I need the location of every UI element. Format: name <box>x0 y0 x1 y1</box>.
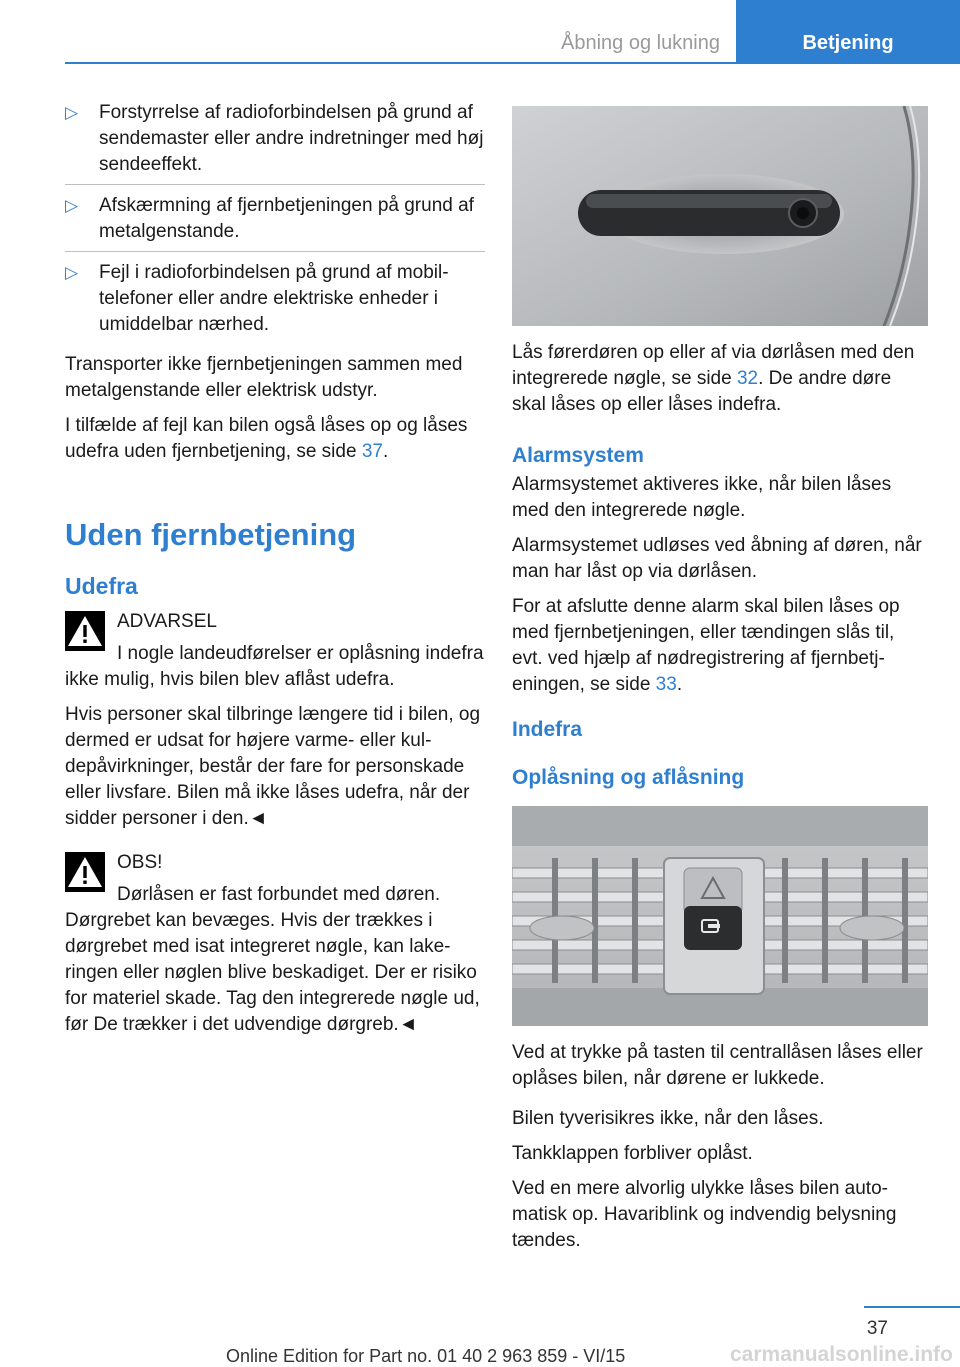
subsection-heading-udefra: Udefra <box>65 573 138 599</box>
interference-list <box>65 100 485 344</box>
notice-triangle-icon <box>65 852 105 892</box>
door-handle-image <box>512 106 928 326</box>
page-header <box>65 0 960 64</box>
list-item: ▷ Forstyrrelse af radioforbindelsen på grund af sendemaster eller andre indretninger med høj sendeeffekt. <box>65 100 485 185</box>
door-lock-caption: Lås førerdøren op eller af via dørlåsen med den integrerede nøgle, se side 32. De andre døre skal låses op eller låses indefra. <box>512 342 915 415</box>
footer-rule <box>864 1306 960 1308</box>
chapter-tab: Betjening <box>736 0 960 62</box>
paragraph-theft: Bilen tyverisikres ikke, når den låses. <box>512 1108 824 1129</box>
subsection-heading-indefra: Indefra <box>512 718 583 741</box>
notice-text: Dørlåsen er fast forbundet med døren. Dørgrebet kan bevæges. Hvis der trækkes i dørgrebet med isat integreret nøgle, kan lakeringen eller nøglen blive beskadiget. Der er risiko for materiel skade. Tag den integrerede nøgle ud, før De trækker i det udvendige dørgreb.◄ <box>65 884 480 1035</box>
page-link-37[interactable]: 37 <box>361 441 383 462</box>
list-item: ▷ Afskærmning af fjernbetjeningen på grund af metalgenstande. <box>65 193 485 252</box>
paragraph-tank: Tankklappen forbliver oplåst. <box>512 1143 753 1164</box>
subsection-heading-oplasning: Oplåsning og aflåsning <box>512 766 745 789</box>
edition-text: Online Edition for Part no. 01 40 2 963 859 - VI/15 <box>226 1346 626 1366</box>
page-link-33[interactable]: 33 <box>655 674 677 695</box>
watermark: carmanualsonline.info <box>730 1343 953 1366</box>
section-tab: Åbning og lukning <box>560 32 720 54</box>
warning-title: ADVARSEL <box>117 611 217 632</box>
alarm-paragraph-2: Alarmsystemet udløses ved åbning af døren, når man har låst op via dørlåsen. <box>512 535 922 582</box>
page-link-32[interactable]: 32 <box>736 368 759 389</box>
triangle-bullet-icon: ▷ <box>65 263 79 282</box>
warning-text: I nogle landeudførelser er oplåsning indefra ikke mulig, hvis bilen blev aflåst udefra. <box>65 643 484 690</box>
alarm-paragraph-1: Alarmsystemet aktiveres ikke, når bilen låses med den integrerede nøgle. <box>512 474 892 521</box>
page-number: 37 <box>866 1318 888 1339</box>
list-item: ▷ Fejl i radioforbindelsen på grund af mobiltelefoner eller andre elektriske enheder i umiddelbar nærhed. <box>65 262 449 335</box>
central-lock-button-image <box>512 806 928 1026</box>
right-column <box>512 106 928 1263</box>
warning-block <box>65 609 485 693</box>
alarm-paragraph-3: For at afslutte denne alarm skal bilen låses op med fjernbetjeningen, eller tændingen slås til, evt. ved hjælp af nødregistrering af fjernbetjeningen, se side 33. <box>512 596 900 695</box>
paragraph-transport: Transporter ikke fjernbetjeningen sammen med metalgenstande eller elektrisk udstyr. <box>65 354 463 401</box>
notice-block <box>65 850 485 1038</box>
section-heading: Uden fjernbetjening <box>65 517 357 552</box>
warning-triangle-icon <box>65 611 105 651</box>
triangle-bullet-icon: ▷ <box>65 103 79 122</box>
left-column <box>65 100 485 1047</box>
notice-title: OBS! <box>117 852 163 873</box>
central-lock-caption: Ved at trykke på tasten til centrallåsen låses eller oplåses bilen, når dørene er lukkede. <box>512 1042 923 1089</box>
subsection-heading-alarm: Alarmsystem <box>512 444 644 467</box>
paragraph-crash: Ved en mere alvorlig ulykke låses bilen automatisk op. Havariblink og indvendig belysning tændes. <box>512 1178 897 1251</box>
warning-paragraph: Hvis personer skal tilbringe længere tid i bilen, og dermed er udsat for højere varme- eller kuldepåvirkninger, består der fare for personskade eller livsfare. Bilen må ikke låses udefra, når der sidder personer i den.◄ <box>65 704 481 829</box>
triangle-bullet-icon: ▷ <box>65 196 79 215</box>
paragraph-fault: I tilfælde af fejl kan bilen også låses op og låses udefra uden fjernbetjening, se side 37. <box>65 415 468 462</box>
